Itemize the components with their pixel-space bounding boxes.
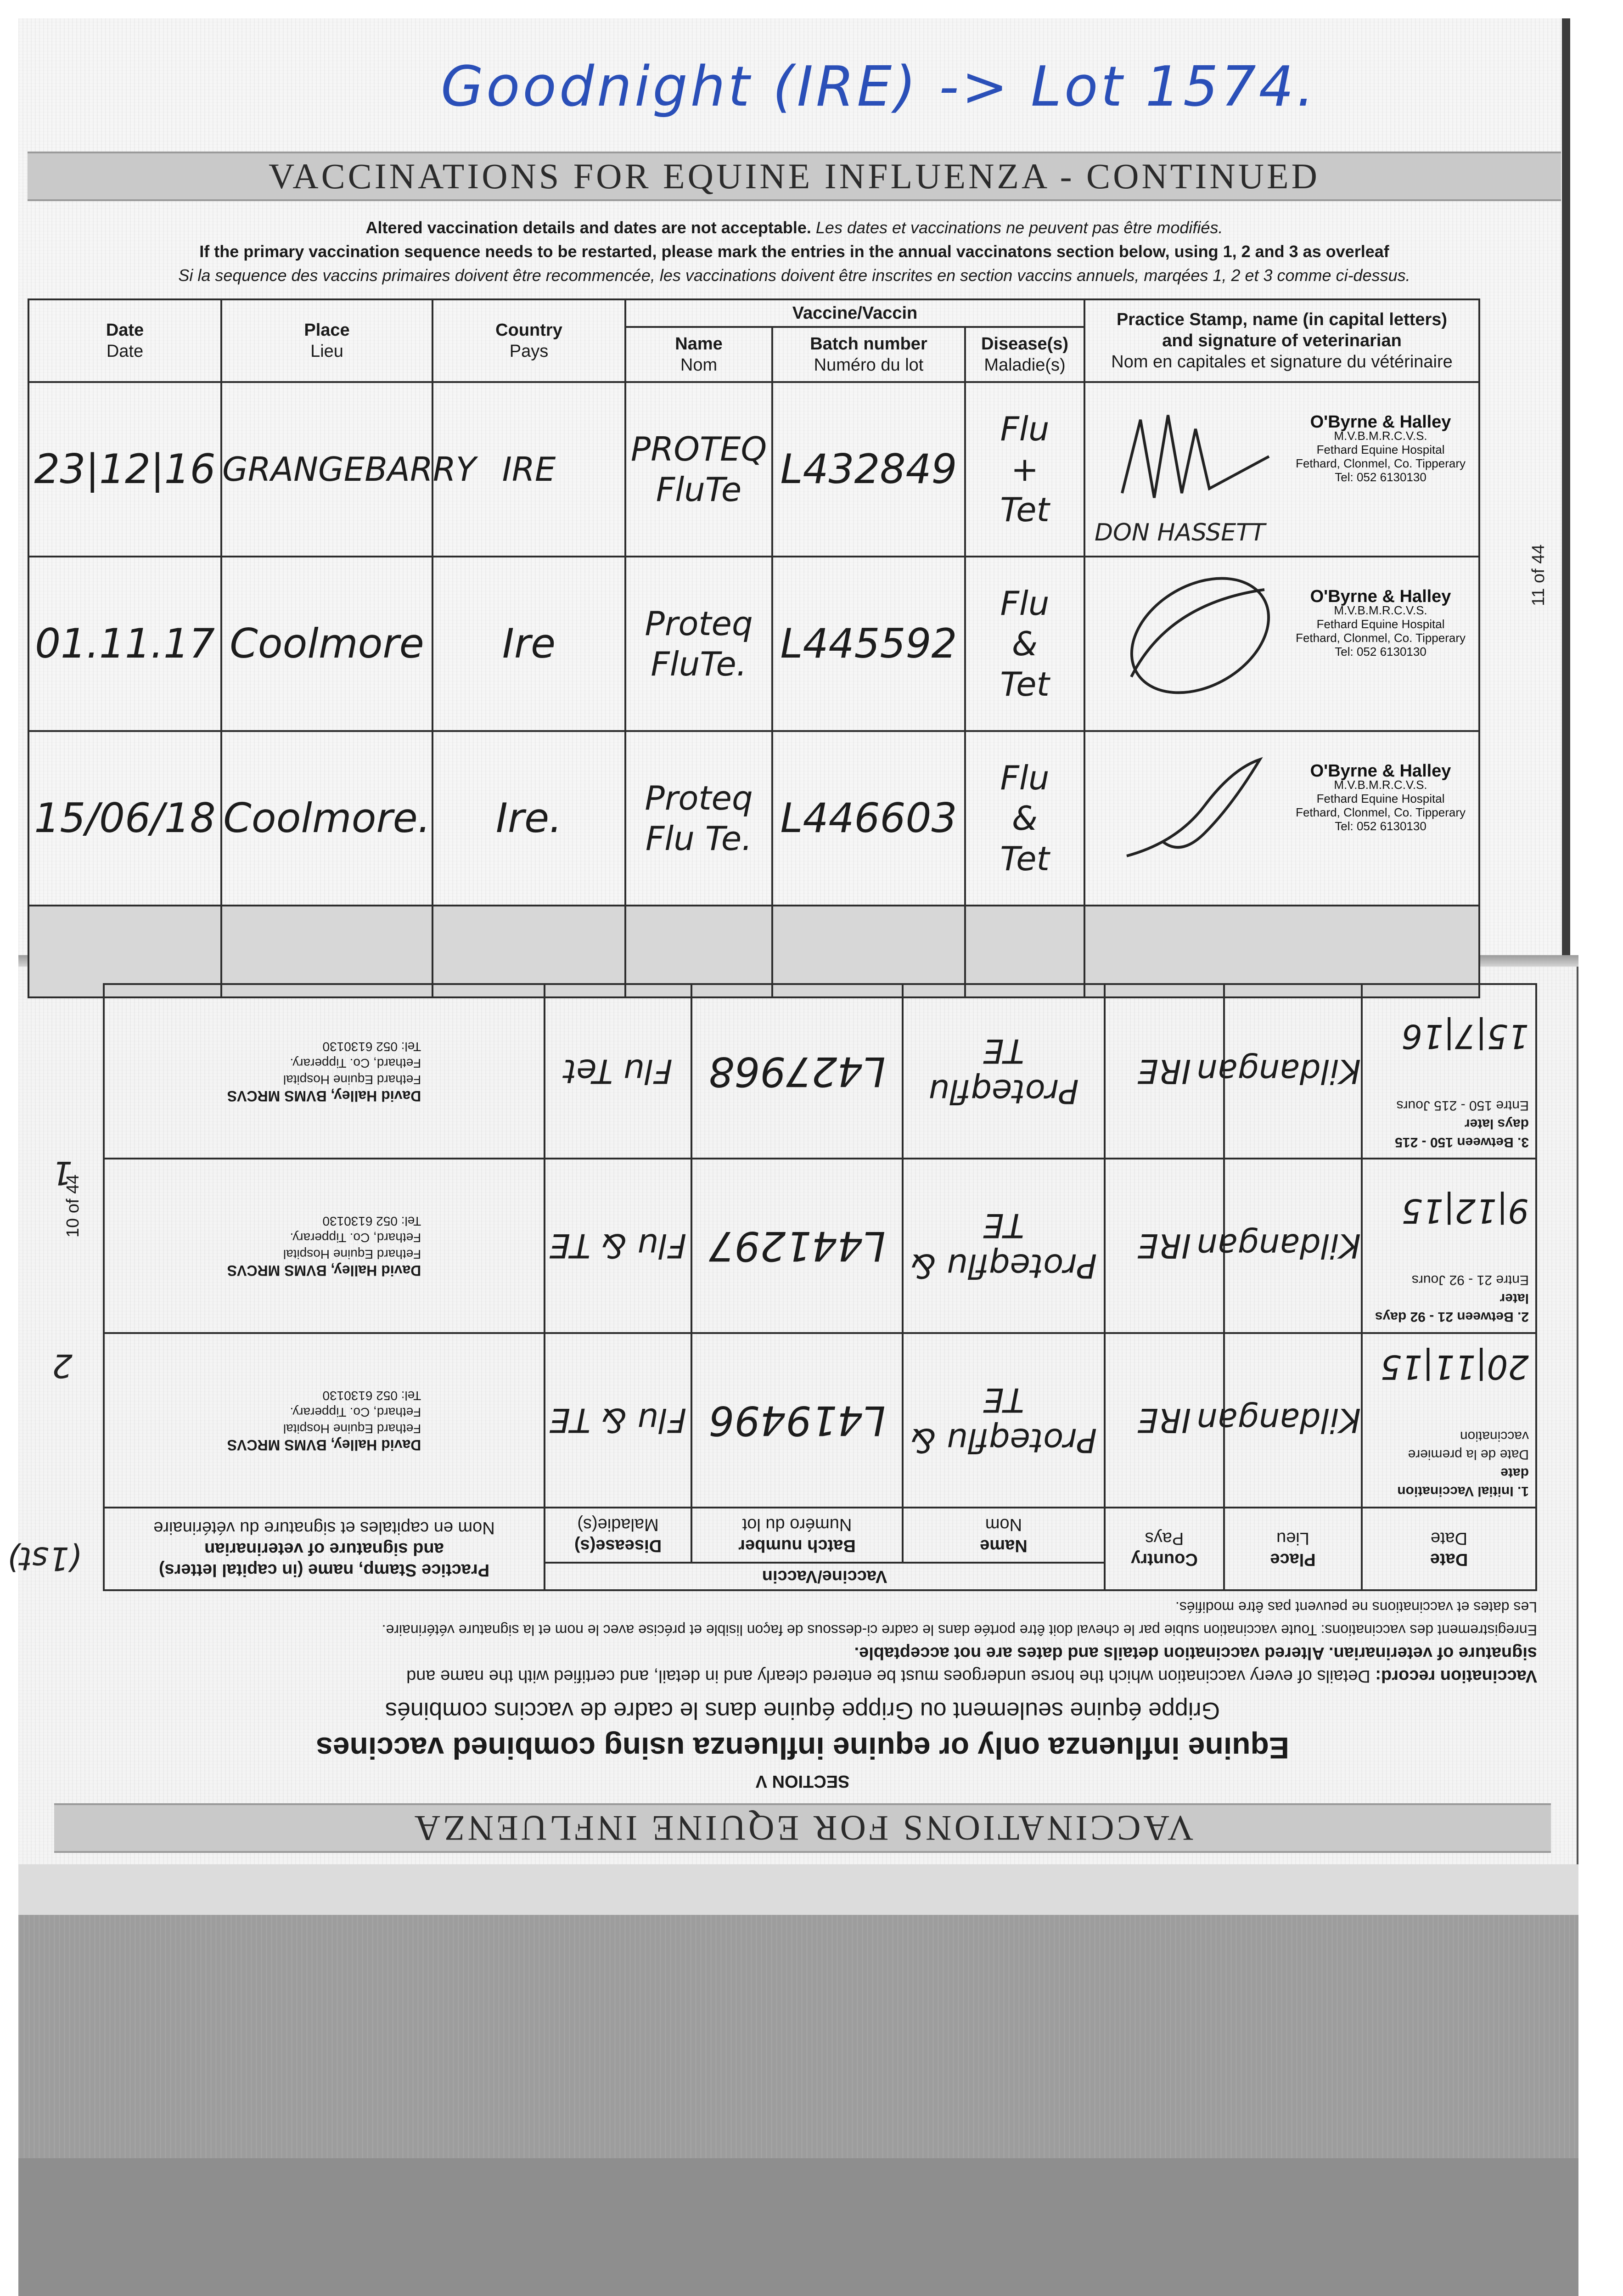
col-practice: Practice Stamp, name (in capital letters) and signature of veterinarian Nom en capitales et signature du vétérinaire bbox=[1084, 299, 1479, 382]
table-row bbox=[104, 1333, 1536, 1508]
col-disease: Disease(s) Maladie(s) bbox=[545, 1508, 691, 1563]
table-row bbox=[28, 731, 1479, 906]
col-date: Date Date bbox=[1362, 1508, 1536, 1590]
record-line-4: Les dates et vaccinations ne peuvent pas être modifiés. bbox=[1175, 1599, 1537, 1615]
cell-disease: Flu & TE bbox=[545, 1159, 691, 1333]
margin-mark: 1 bbox=[52, 1154, 73, 1192]
page-number-bottom: 10 of 44 bbox=[63, 1174, 83, 1238]
bottom-banner-title: VACCINATIONS FOR EQUINE INFLUENZA bbox=[411, 1808, 1194, 1848]
col-disease: Disease(s) Maladie(s) bbox=[965, 327, 1084, 382]
cell-vaccine-name: Proteq FluTe. bbox=[625, 557, 772, 731]
record-line-2: signature of veterinarian. Altered vaccination details and dates are not acceptable. bbox=[854, 1643, 1537, 1663]
col-date: Date Date bbox=[28, 299, 221, 382]
cell-disease: Flu & TE bbox=[545, 1333, 691, 1508]
practice-stamp: O'Byrne & Halley M.V.B.M.R.C.V.S. Fethard Equine Hospital Fethard, Clonmel, Co. Tipperary Tel: 052 6130130 bbox=[1296, 412, 1466, 484]
vet-name: DON HASSETT bbox=[1095, 519, 1265, 546]
cell-country: IRE bbox=[432, 382, 625, 557]
section-subheading: Grippe équine seulement ou Grippe équine dans le cadre de vaccins combinés bbox=[385, 1697, 1220, 1724]
note-bold-en: Altered vaccination details and dates are not acceptable. bbox=[365, 218, 811, 237]
cell-batch: L427968 bbox=[691, 984, 903, 1159]
practice-stamp: David Halley, BVMS MRCVS Fethard Equine Hospital Fethard, Co. Tipperary. Tel: 052 6130130 bbox=[227, 1214, 421, 1279]
top-banner-title: VACCINATIONS FOR EQUINE INFLUENZA - CONTINUED bbox=[268, 156, 1320, 196]
cell-place: GRANGEBARRY bbox=[221, 382, 432, 557]
top-banner bbox=[28, 152, 1561, 201]
note-fr: Les dates et vaccinations ne peuvent pas être modifiés. bbox=[815, 218, 1223, 237]
cell-interval-date: 1. Initial Vaccination date Date de la premiere vaccination 20|11|15 bbox=[1362, 1333, 1536, 1508]
cell-date: 01.11.17 bbox=[28, 557, 221, 731]
cell-place: Coolmore bbox=[221, 557, 432, 731]
cell-vaccine-name: Proteqflu TE bbox=[903, 984, 1105, 1159]
col-country: Country Pays bbox=[1105, 1508, 1224, 1590]
bottom-banner bbox=[54, 1803, 1551, 1853]
cell-place: Coolmore. bbox=[221, 731, 432, 906]
vet-signature bbox=[1113, 401, 1278, 521]
table-row bbox=[28, 382, 1479, 557]
table-row bbox=[28, 557, 1479, 731]
col-batch: Batch number Numéro du lot bbox=[772, 327, 965, 382]
cell-interval-date: 3. Between 150 - 215 days later Entre 150 - 215 Jours 15|7|16 bbox=[1362, 984, 1536, 1159]
note-line-1 bbox=[28, 216, 1561, 240]
bottom-vaccination-table bbox=[103, 983, 1537, 1591]
cell-practice-stamp bbox=[104, 1333, 545, 1508]
header-row-1 bbox=[28, 299, 1479, 327]
col-batch: Batch number Numéro du lot bbox=[691, 1508, 903, 1563]
cell-batch: L446603 bbox=[772, 731, 965, 906]
header-row-1 bbox=[104, 1563, 1536, 1590]
table-row bbox=[104, 984, 1536, 1159]
cell-vaccine-name: Proteqflu & TE bbox=[903, 1159, 1105, 1333]
vet-signature bbox=[1113, 750, 1278, 870]
cell-batch: L445592 bbox=[772, 557, 965, 731]
cell-country: IRE bbox=[1105, 1159, 1224, 1333]
cell-disease: Flu + Tet bbox=[965, 382, 1084, 557]
cell-practice-stamp bbox=[1084, 557, 1479, 731]
cell-date: 23|12|16 bbox=[28, 382, 221, 557]
col-practice: Practice Stamp, name (in capital letters) and signature of veterinarian Nom en capitales et signature du vétérinaire bbox=[104, 1508, 545, 1590]
col-place: Place Lieu bbox=[221, 299, 432, 382]
cell-country: Ire. bbox=[432, 731, 625, 906]
cell-vaccine-name: PROTEQ FluTe bbox=[625, 382, 772, 557]
section-heading: Equine influenza only or equine influenza using combined vaccines bbox=[316, 1731, 1289, 1765]
cell-country: IRE bbox=[1105, 984, 1224, 1159]
table-row bbox=[104, 1159, 1536, 1333]
section-label: SECTION V bbox=[755, 1772, 850, 1791]
col-vaccine-group: Vaccine/Vaccin bbox=[545, 1563, 1105, 1590]
practice-stamp: O'Byrne & Halley M.V.B.M.R.C.V.S. Fethard Equine Hospital Fethard, Clonmel, Co. Tipperary Tel: 052 6130130 bbox=[1296, 587, 1466, 658]
cell-date: 15/06/18 bbox=[28, 731, 221, 906]
cell-vaccine-name: Proteqflu & TE bbox=[903, 1333, 1105, 1508]
cell-practice-stamp bbox=[104, 1159, 545, 1333]
margin-mark: (1st) bbox=[6, 1540, 82, 1577]
cell-practice-stamp bbox=[1084, 382, 1479, 557]
cell-place: Kildangan bbox=[1224, 1159, 1362, 1333]
col-name: Name Nom bbox=[625, 327, 772, 382]
note-line-2: If the primary vaccination sequence needs to be restarted, please mark the entries in the annual vaccinatons section below, using 1, 2 and 3 as overleaf bbox=[199, 242, 1389, 261]
cell-place: Kildangan bbox=[1224, 1333, 1362, 1508]
cell-disease: Flu Tet bbox=[545, 984, 691, 1159]
cell-country: Ire bbox=[432, 557, 625, 731]
bottom-page-flipped bbox=[6, 967, 1578, 1880]
top-notes bbox=[28, 216, 1561, 287]
cell-batch: L432849 bbox=[772, 382, 965, 557]
cell-vaccine-name: Proteq Flu Te. bbox=[625, 731, 772, 906]
cell-batch: L419496 bbox=[691, 1333, 903, 1508]
cell-practice-stamp bbox=[1084, 731, 1479, 906]
vet-signature bbox=[1113, 576, 1278, 695]
record-line-3: Enregistrement des vaccinations: Toute vaccination subie par le cheval doit être portée dans le cadre ci-dessous de façon lisible et précise avec le nom et la signature vétérinaire. bbox=[382, 1622, 1537, 1638]
col-place: Place Lieu bbox=[1224, 1508, 1362, 1590]
cell-interval-date: 2. Between 21 - 92 days later Entre 21 - 92 Jours 9|12|15 bbox=[1362, 1159, 1536, 1333]
cell-country: IRE bbox=[1105, 1333, 1224, 1508]
practice-stamp: David Halley, BVMS MRCVS Fethard Equine Hospital Fethard, Co. Tipperary. Tel: 052 6130130 bbox=[227, 1389, 421, 1453]
top-vaccination-table bbox=[28, 298, 1480, 998]
cell-place: Kildangan bbox=[1224, 984, 1362, 1159]
note-line-3: Si la sequence des vaccins primaires doivent être recommencée, les vaccinations doivent être inscrites en section vaccins annuels, marqées 1, 2 et 3 comme ci-dessus. bbox=[178, 266, 1410, 285]
col-country: Country Pays bbox=[432, 299, 625, 382]
cell-practice-stamp bbox=[104, 984, 545, 1159]
margin-marks bbox=[6, 999, 82, 1596]
record-line-1: Vaccination record: Details of every vaccination which the horse undergoes must be entered clearly and in detail, and certified with the name and bbox=[406, 1666, 1537, 1686]
cell-disease: Flu & Tet bbox=[965, 557, 1084, 731]
col-name: Name Nom bbox=[903, 1508, 1105, 1563]
col-vaccine-group: Vaccine/Vaccin bbox=[625, 299, 1084, 327]
cell-disease: Flu & Tet bbox=[965, 731, 1084, 906]
vaccination-record-notes bbox=[59, 1596, 1537, 1688]
margin-mark: 2 bbox=[52, 1347, 73, 1384]
practice-stamp: O'Byrne & Halley M.V.B.M.R.C.V.S. Fethard Equine Hospital Fethard, Clonmel, Co. Tipperary Tel: 052 6130130 bbox=[1296, 761, 1466, 833]
cover-band bbox=[18, 2158, 1578, 2296]
handwritten-lot-note: Goodnight (IRE) -> Lot 1574. bbox=[441, 55, 1317, 119]
practice-stamp: David Halley, BVMS MRCVS Fethard Equine Hospital Fethard, Co. Tipperary. Tel: 052 6130130 bbox=[227, 1040, 421, 1104]
cell-batch: L441297 bbox=[691, 1159, 903, 1333]
page-number-top: 11 of 44 bbox=[1529, 544, 1548, 606]
